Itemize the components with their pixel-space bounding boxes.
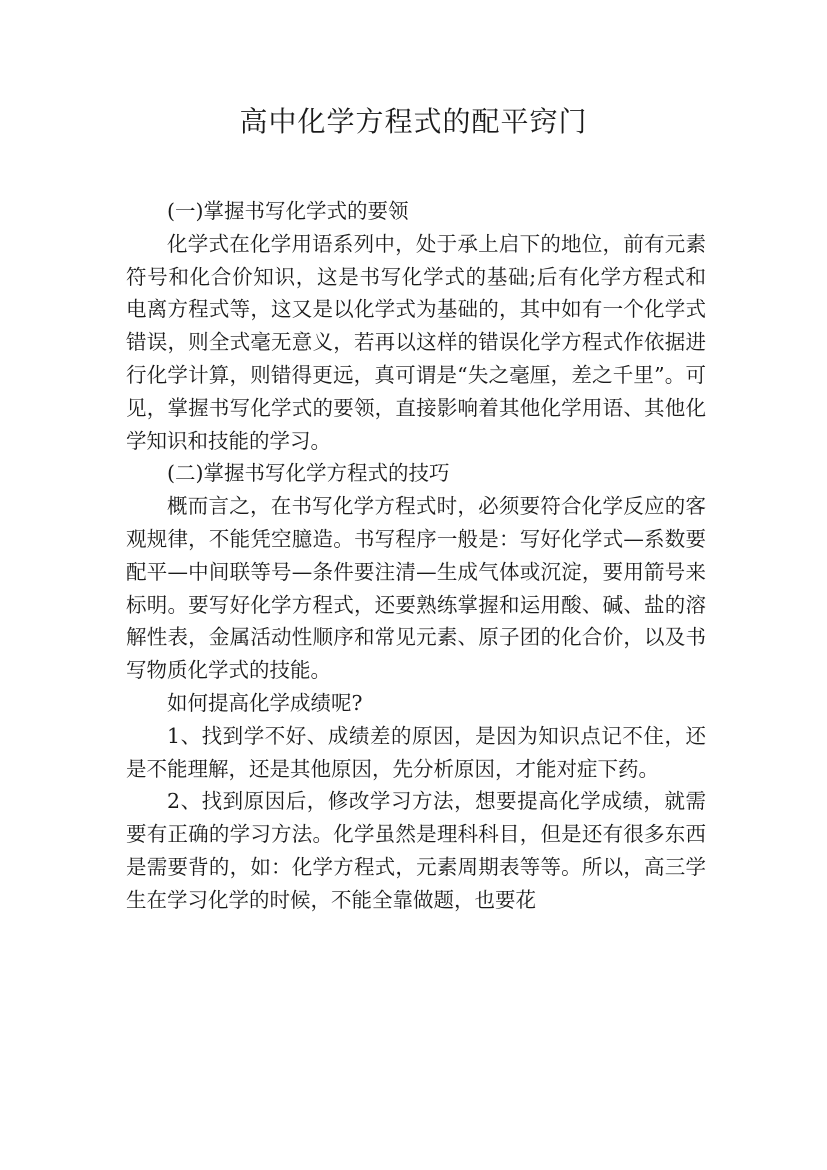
- question-heading: 如何提高化学成绩呢?: [167, 690, 363, 715]
- paragraph-tip-2: 2、找到原因后，修改学习方法，想要提高化学成绩，就需要有正确的学习方法。化学虽然是理科科目，但是还有很多东西是需要背的，如：化学方程式，元素周期表等等。所以，高三学生在学习化学的时候，不能全靠做题，也要花: [126, 789, 706, 912]
- section-heading-2: (二)掌握书写化学方程式的技巧: [167, 461, 450, 486]
- document-body: [126, 195, 706, 917]
- page-title: 高中化学方程式的配平窍门: [239, 105, 588, 138]
- paragraph-chemical-formula: 化学式在化学用语系列中，处于承上启下的地位，前有元素符号和化合价知识，这是书写化学式的基础;后有化学方程式和电离方程式等，这又是以化学式为基础的，其中如有一个化学式错误，则全式毫无意义，若再以这样的错误化学方程式作依据进行化学计算，则错得更远，真可谓是“失之毫厘，差之千里”。可见，掌握书写化学式的要领，直接影响着其他化学用语、其他化学知识和技能的学习。: [126, 231, 706, 453]
- section-heading-1: (一)掌握书写化学式的要领: [167, 199, 409, 223]
- paragraph-tip-1: 1、找到学不好、成绩差的原因，是因为知识点记不住，还是不能理解，还是其他原因，先分析原因，才能对症下药。: [126, 723, 706, 781]
- paragraph-chemical-equation: 概而言之，在书写化学方程式时，必须要符合化学反应的客观规律，不能凭空臆造。书写程序一般是：写好化学式—系数要配平—中间联等号—条件要注清—生成气体或沉淀，要用箭号来标明。要写好化学方程式，还要熟练掌握和运用酸、碱、盐的溶解性表，金属活动性顺序和常见元素、原子团的化合价，以及书写物质化学式的技能。: [126, 494, 706, 683]
